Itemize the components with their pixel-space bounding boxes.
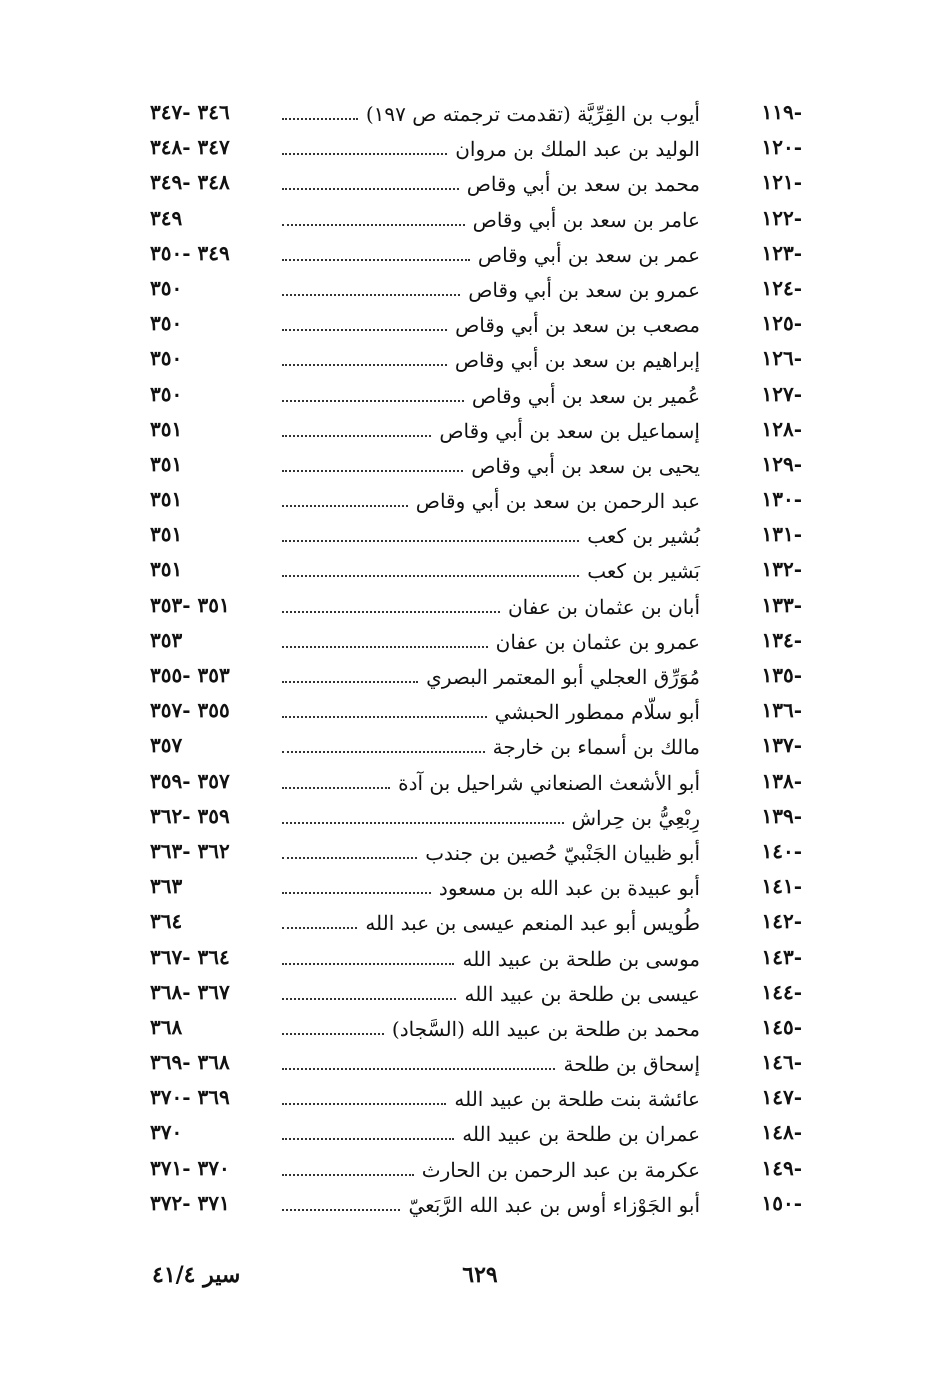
entry-title: مالك بن أسماء بن خارجة	[492, 735, 700, 760]
entry-title-line	[282, 168, 700, 200]
dot-leader	[282, 540, 579, 542]
entry-number: -١٤١	[761, 874, 802, 899]
entry-title: مصعب بن سعد بن أبي وقاص	[455, 313, 700, 338]
entry-number: -١٢٥	[761, 311, 802, 336]
entry-title-line	[282, 309, 700, 341]
entry-pages: ٣٥١	[150, 522, 183, 547]
dot-leader	[282, 857, 417, 859]
entry-title: أبان بن عثمان بن عفان	[507, 594, 700, 619]
toc-entry	[150, 1118, 802, 1153]
toc-entry	[150, 1083, 802, 1118]
dot-leader	[282, 294, 460, 296]
dot-leader	[282, 998, 456, 1000]
dot-leader	[282, 1209, 400, 1211]
toc-entry	[150, 978, 802, 1013]
dot-leader	[282, 611, 500, 613]
entry-title-line	[282, 1154, 700, 1186]
entry-title-line	[282, 555, 700, 587]
entry-title: عمران بن طلحة بن عبيد الله	[462, 1122, 700, 1147]
entry-number: -١٤٥	[761, 1014, 802, 1039]
entry-number: -١٤٠	[761, 838, 802, 863]
printer-signature: سير ٤١/٤	[152, 1262, 241, 1288]
entry-pages: ٣٦٨	[150, 1014, 183, 1039]
entry-pages: ٣٦٤ -٣٦٧	[150, 944, 230, 969]
entry-pages: ٣٥١	[150, 487, 183, 512]
entry-title-line	[282, 274, 700, 306]
entry-number: -١٤٣	[761, 944, 802, 969]
entry-title-line	[282, 626, 700, 658]
entry-title-line	[282, 485, 700, 517]
entry-number: -١٣٩	[761, 803, 802, 828]
dot-leader	[282, 118, 358, 120]
entry-number: -١٤٤	[761, 979, 802, 1004]
dot-leader	[282, 400, 464, 402]
entry-title-line	[282, 591, 700, 623]
dot-leader	[282, 575, 579, 577]
entry-pages: ٣٤٩ -٣٥٠	[150, 240, 230, 265]
entry-number: -١٣٠	[761, 487, 802, 512]
dot-leader	[282, 329, 447, 331]
entry-number: -١٢١	[761, 170, 802, 195]
entry-title-line	[282, 1083, 700, 1115]
entry-pages: ٣٥٩ -٣٦٢	[150, 803, 230, 828]
entry-title: أبو سلّام ممطور الحبشي	[494, 700, 700, 725]
entry-title: الوليد بن عبد الملك بن مروان	[455, 137, 700, 162]
entry-pages: ٣٧٠	[150, 1120, 183, 1145]
entry-title: عمرو بن عثمان بن عفان	[495, 629, 700, 654]
entry-number: -١٣٦	[761, 698, 802, 723]
entry-pages: ٣٥٣	[150, 627, 183, 652]
dot-leader	[282, 716, 487, 718]
toc-entry	[150, 555, 802, 590]
toc-entry	[150, 696, 802, 731]
toc-entry	[150, 344, 802, 379]
entry-number: -١٣٨	[761, 768, 802, 793]
dot-leader	[282, 963, 454, 965]
entry-title: موسى بن طلحة بن عبيد الله	[462, 946, 700, 971]
toc-entry	[150, 274, 802, 309]
dot-leader	[282, 822, 564, 824]
entry-number: -١٣٥	[761, 663, 802, 687]
entry-pages: ٣٦٨ -٣٦٩	[150, 1050, 230, 1075]
entry-title-line	[282, 415, 700, 447]
entry-title-line	[282, 1013, 700, 1045]
toc-entry	[150, 98, 802, 133]
toc-entry	[150, 380, 802, 415]
toc-entry	[150, 239, 802, 274]
dot-leader	[282, 259, 470, 261]
entry-title: عُمير بن سعد بن أبي وقاص	[471, 383, 700, 408]
entry-pages: ٣٥٧	[150, 733, 183, 758]
entry-number: -١٢٤	[761, 275, 802, 300]
dot-leader	[282, 364, 447, 366]
toc-entry	[150, 415, 802, 450]
toc-entry	[150, 943, 802, 978]
entry-title: أيوب بن القِرِّيَّة (تقدمت ترجمته ص ١٩٧)	[365, 102, 700, 126]
entry-title: عائشة بنت طلحة بن عبيد الله	[454, 1087, 700, 1112]
entry-pages: ٣٤٩	[150, 205, 183, 230]
entry-pages: ٣٧٠ -٣٧١	[150, 1155, 230, 1180]
dot-leader	[282, 1033, 384, 1035]
entry-pages: ٣٥٣ -٣٥٥	[150, 663, 230, 687]
entry-title: يحيى بن سعد بن أبي وقاص	[471, 453, 700, 478]
entry-number: -١٤٩	[761, 1155, 802, 1180]
dot-leader	[282, 892, 431, 894]
toc-entry	[150, 309, 802, 344]
entry-number: -١٣٤	[761, 627, 802, 652]
entry-title: محمد بن طلحة بن عبيد الله (السَّجاد)	[391, 1016, 700, 1041]
entry-title-line	[282, 520, 700, 552]
entry-title: عكرمة بن عبد الرحمن بن الحارث	[421, 1157, 700, 1182]
toc-entry	[150, 450, 802, 485]
entry-number: -١٥٠	[761, 1190, 802, 1215]
table-of-contents	[150, 98, 802, 1224]
entry-number: -١٣١	[761, 522, 802, 547]
entry-title-line	[282, 696, 700, 728]
toc-entry	[150, 520, 802, 555]
toc-entry	[150, 1013, 802, 1048]
toc-entry	[150, 168, 802, 203]
entry-title-line	[282, 661, 700, 693]
entry-pages: ٣٥١	[150, 451, 183, 476]
entry-pages: ٣٥٥ -٣٥٧	[150, 698, 230, 723]
entry-number: -١٤٨	[761, 1120, 802, 1145]
entry-pages: ٣٥٠	[150, 311, 183, 336]
dot-leader	[282, 1068, 555, 1070]
entry-title-line	[282, 98, 700, 130]
dot-leader	[282, 646, 488, 648]
entry-number: -١٢٩	[761, 451, 802, 476]
entry-number: -١٢٨	[761, 416, 802, 441]
dot-leader	[282, 751, 485, 753]
dot-leader	[282, 153, 447, 155]
entry-number: -١٢٧	[761, 381, 802, 406]
entry-title: إسحاق بن طلحة	[563, 1052, 700, 1077]
dot-leader	[282, 1138, 454, 1140]
entry-pages: ٣٥٠	[150, 275, 183, 300]
entry-title-line	[282, 450, 700, 482]
entry-title-line	[282, 872, 700, 904]
entry-title-line	[282, 767, 700, 799]
entry-number: -١٢٣	[761, 240, 802, 265]
entry-pages: ٣٥٠	[150, 346, 183, 371]
entry-title-line	[282, 1118, 700, 1150]
entry-pages: ٣٤٧ -٣٤٨	[150, 135, 230, 160]
toc-entry	[150, 907, 802, 942]
toc-entry	[150, 1189, 802, 1224]
entry-number: -١٣٧	[761, 733, 802, 758]
entry-title: عمر بن سعد بن أبي وقاص	[477, 242, 700, 267]
entry-pages: ٣٦٤	[150, 909, 183, 934]
dot-leader	[282, 787, 390, 789]
entry-title-line	[282, 239, 700, 271]
entry-number: -١٣٢	[761, 557, 802, 582]
entry-title-line	[282, 802, 700, 834]
entry-title: عبد الرحمن بن سعد بن أبي وقاص	[415, 489, 700, 514]
entry-pages: ٣٦٣	[150, 874, 183, 899]
dot-leader	[282, 224, 465, 226]
toc-entry	[150, 591, 802, 626]
dot-leader	[282, 470, 463, 472]
entry-title: بَشير بن كعب	[587, 559, 700, 584]
entry-pages: ٣٦٧ -٣٦٨	[150, 979, 230, 1004]
page-number: ٦٢٩	[462, 1262, 498, 1288]
dot-leader	[282, 1103, 446, 1105]
toc-entry	[150, 767, 802, 802]
toc-entry	[150, 204, 802, 239]
entry-title-line	[282, 1048, 700, 1080]
entry-title: إبراهيم بن سعد بن أبي وقاص	[454, 348, 700, 373]
entry-number: -١٢٦	[761, 346, 802, 371]
entry-title-line	[282, 204, 700, 236]
dot-leader	[282, 927, 357, 929]
entry-title: طُويس أبو عبد المنعم عيسى بن عبد الله	[365, 911, 700, 936]
entry-pages: ٣٦٢ -٣٦٣	[150, 838, 230, 863]
entry-title: أبو الجَوْزاء أوس بن عبد الله الرَّبَعيّ	[408, 1192, 700, 1217]
entry-pages: ٣٤٨ -٣٤٩	[150, 170, 230, 195]
entry-title: عامر بن سعد بن أبي وقاص	[472, 207, 700, 232]
entry-title-line	[282, 943, 700, 975]
toc-entry	[150, 626, 802, 661]
toc-entry	[150, 872, 802, 907]
entry-number: -١٢٢	[761, 205, 802, 230]
entry-pages: ٣٤٦ -٣٤٧	[150, 100, 230, 124]
entry-pages: ٣٦٩ -٣٧٠	[150, 1085, 230, 1110]
entry-pages: ٣٥١ -٣٥٣	[150, 592, 230, 617]
entry-title-line	[282, 380, 700, 412]
entry-pages: ٣٥١	[150, 557, 183, 582]
toc-entry	[150, 731, 802, 766]
entry-pages: ٣٥٠	[150, 381, 183, 406]
toc-entry	[150, 1048, 802, 1083]
toc-entry	[150, 802, 802, 837]
entry-title-line	[282, 1189, 700, 1221]
entry-number: -١٢٠	[761, 135, 802, 160]
toc-entry	[150, 661, 802, 696]
entry-title: مُوَرِّق العجلي أبو المعتمر البصري	[426, 665, 700, 689]
entry-title: بُشير بن كعب	[587, 524, 700, 549]
entry-title-line	[282, 133, 700, 165]
entry-number: -١٤٢	[761, 909, 802, 934]
entry-title: أبو الأشعث الصنعاني شراحيل بن آدة	[398, 770, 700, 795]
entry-title: عمرو بن سعد بن أبي وقاص	[468, 277, 700, 302]
entry-title: إسماعيل بن سعد بن أبي وقاص	[439, 418, 700, 443]
entry-pages: ٣٥٧ -٣٥٩	[150, 768, 230, 793]
entry-number: -١٣٣	[761, 592, 802, 617]
entry-title: رِبْعِيُّ بن حِراش	[571, 805, 700, 830]
dot-leader	[282, 435, 431, 437]
entry-title-line	[282, 837, 700, 869]
entry-title: عيسى بن طلحة بن عبيد الله	[464, 981, 700, 1006]
entry-number: -١١٩	[761, 100, 802, 124]
dot-leader	[282, 681, 418, 683]
entry-title-line	[282, 907, 700, 939]
entry-title: أبو ظبيان الجَنْبيّ حُصين بن جندب	[425, 840, 700, 865]
entry-pages: ٣٥١	[150, 416, 183, 441]
toc-entry	[150, 837, 802, 872]
entry-title: محمد بن سعد بن أبي وقاص	[466, 172, 700, 197]
dot-leader	[282, 505, 408, 507]
toc-entry	[150, 485, 802, 520]
entry-title-line	[282, 344, 700, 376]
entry-title-line	[282, 731, 700, 763]
entry-title-line	[282, 978, 700, 1010]
entry-pages: ٣٧١ -٣٧٢	[150, 1190, 230, 1215]
dot-leader	[282, 1174, 414, 1176]
entry-number: -١٤٦	[761, 1050, 802, 1075]
entry-number: -١٤٧	[761, 1085, 802, 1110]
toc-entry	[150, 1154, 802, 1189]
entry-title: أبو عبيدة بن عبد الله بن مسعود	[438, 876, 700, 901]
dot-leader	[282, 188, 459, 190]
toc-entry	[150, 133, 802, 168]
